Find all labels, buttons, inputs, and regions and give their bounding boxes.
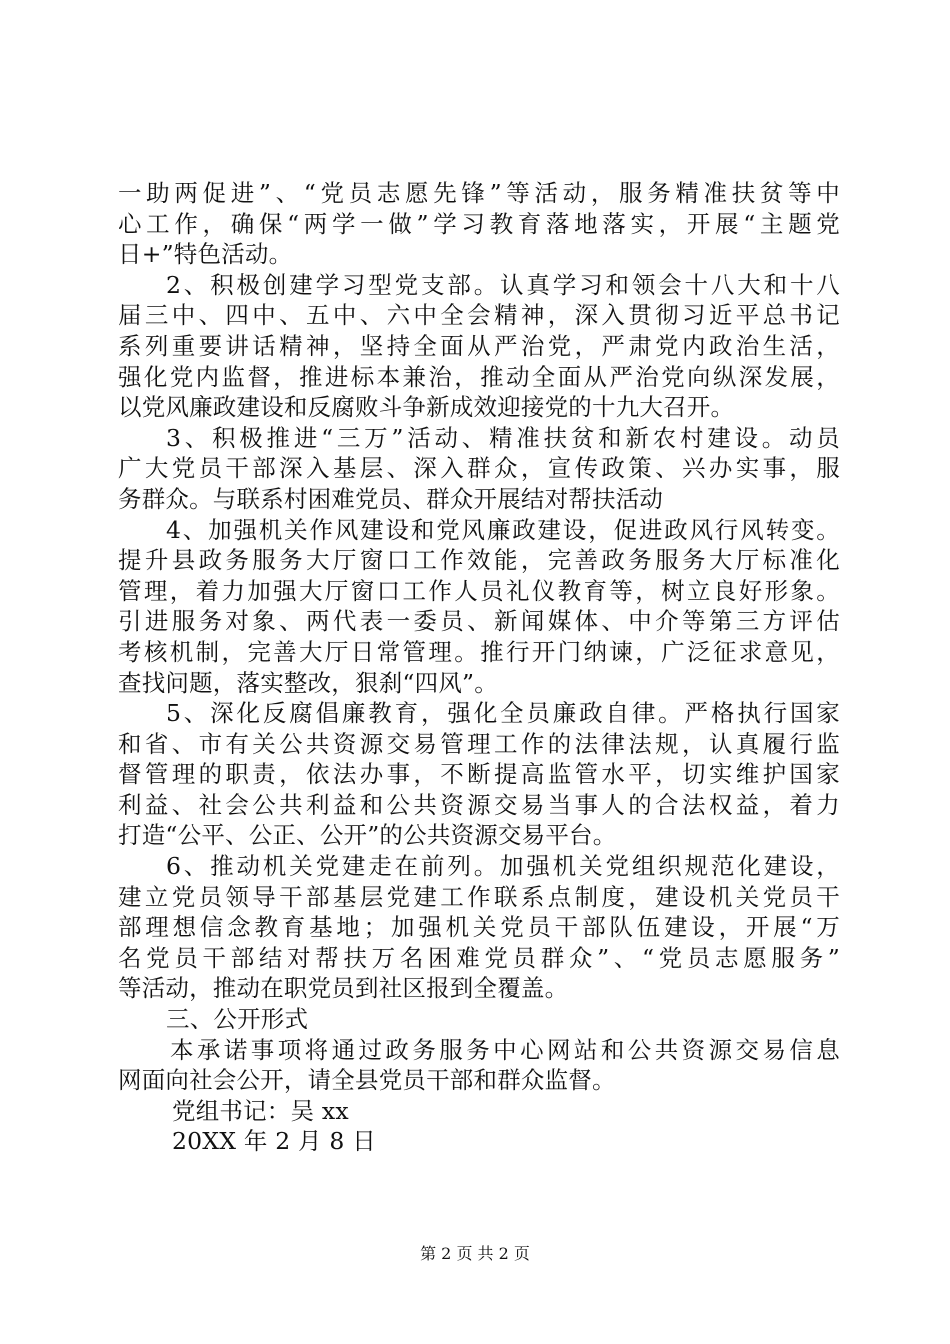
text-line-5: 届三中、四中、五中、六中全会精神，深入贯彻习近平总书记: [118, 301, 840, 330]
text-line-4: 2、积极创建学习型党支部。认真学习和领会十八大和十八: [166, 270, 840, 299]
text-line-16: 考核机制，完善大厅日常管理。推行开门纳谏，广泛征求意见，: [118, 637, 840, 666]
text-line-24: 建立党员领导干部基层党建工作联系点制度，建设机关党员干: [118, 882, 840, 911]
document-body: [118, 178, 840, 1157]
text-line-17: 查找问题，落实整改，狠刹“四风”。: [118, 668, 498, 697]
text-line-19: 和省、市有关公共资源交易管理工作的法律法规，认真履行监: [118, 729, 840, 758]
text-line-10: 广大党员干部深入基层、深入群众，宣传政策、兴办实事，服: [118, 454, 840, 483]
text-line-20: 督管理的职责，依法办事，不断提高监管水平，切实维护国家: [118, 760, 840, 789]
text-line-6: 系列重要讲话精神，坚持全面从严治党，严肃党内政治生活，: [118, 331, 840, 360]
signature-line: 党组书记：吴 xx: [172, 1096, 349, 1125]
text-line-9: 3、积极推进“三万”活动、精准扶贫和新农村建设。动员: [166, 423, 840, 452]
text-line-29: 本承诺事项将通过政务服务中心网站和公共资源交易信息: [170, 1035, 840, 1064]
text-line-3: 日+”特色活动。: [118, 240, 293, 269]
text-line-27: 等活动，推动在职党员到社区报到全覆盖。: [118, 974, 569, 1003]
text-line-11: 务群众。与联系村困难党员、群众开展结对帮扶活动: [118, 484, 664, 513]
text-line-8: 以党风廉政建设和反腐败斗争新成效迎接党的十九大召开。: [118, 393, 735, 422]
text-line-13: 提升县政务服务大厅窗口工作效能，完善政务服务大厅标准化: [118, 546, 840, 575]
page-footer: 第 2 页 共 2 页: [420, 1244, 530, 1263]
text-line-12: 4、加强机关作风建设和党风廉政建设，促进政风行风转变。: [166, 515, 840, 544]
text-line-14: 管理，着力加强大厅窗口工作人员礼仪教育等，树立良好形象。: [118, 576, 840, 605]
text-line-30: 网面向社会公开，请全县党员干部和群众监督。: [118, 1066, 616, 1095]
text-line-25: 部理想信念教育基地；加强机关党员干部队伍建设，开展“万: [118, 913, 840, 942]
text-line-15: 引进服务对象、两代表一委员、新闻媒体、中介等第三方评估: [118, 607, 840, 636]
text-line-2: 心工作，确保“两学一做”学习教育落地落实，开展“主题党: [118, 209, 840, 238]
text-line-26: 名党员干部结对帮扶万名困难党员群众”、“党员志愿服务”: [118, 943, 840, 972]
text-line-18: 5、深化反腐倡廉教育，强化全员廉政自律。严格执行国家: [166, 699, 840, 728]
date-line: 20XX 年 2 月 8 日: [172, 1127, 376, 1156]
section-heading-disclosure: 三、公开形式: [166, 1005, 309, 1034]
text-line-22: 打造“公平、公正、公开”的公共资源交易平台。: [118, 821, 617, 850]
text-line-1: 一助两促进”、“党员志愿先锋”等活动，服务精准扶贫等中: [118, 179, 840, 207]
text-line-7: 强化党内监督，推进标本兼治，推动全面从严治党向纵深发展，: [118, 362, 840, 391]
text-line-21: 利益、社会公共利益和公共资源交易当事人的合法权益，着力: [118, 790, 840, 819]
text-line-23: 6、推动机关党建走在前列。加强机关党组织规范化建设，: [166, 852, 840, 881]
